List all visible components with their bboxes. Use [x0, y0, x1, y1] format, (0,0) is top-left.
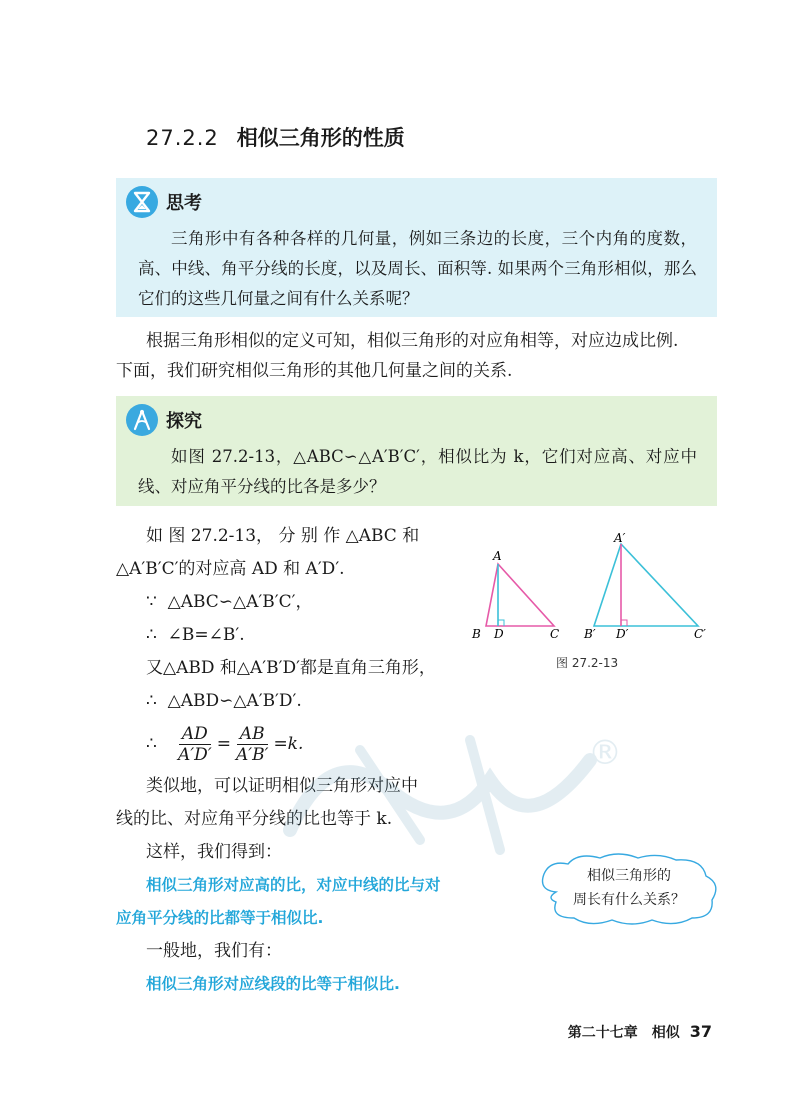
page-footer — [568, 1022, 712, 1042]
fraction-ad-denominator: A′D′ — [178, 744, 212, 765]
label-d-prime: D′ — [616, 627, 629, 641]
proof-line-2: △A′B′C′的对应高 AD 和 A′D′. — [116, 559, 345, 579]
fraction-ad-numerator: AD — [179, 724, 211, 745]
fraction-ab-numerator: AB — [237, 724, 268, 745]
label-a: A — [493, 549, 502, 563]
intro-line-2: 下面，我们研究相似三角形的其他几何量之间的关系. — [116, 361, 513, 381]
fraction-ab-denominator: A′B′ — [235, 744, 269, 765]
proof-line-11: 一般地，我们有： — [146, 941, 282, 961]
thought-cloud — [534, 852, 724, 928]
small-triangle — [486, 564, 554, 626]
explore-label: 探究 — [166, 411, 202, 432]
cloud-text — [554, 864, 704, 912]
compass-icon — [126, 404, 158, 436]
proof-line-8: 类似地，可以证明相似三角形对应中 — [146, 776, 418, 796]
chapter-label: 第二十七章 相似 — [567, 1025, 680, 1041]
proof-line-10: 这样，我们得到： — [146, 842, 282, 862]
proof-line-6 — [116, 685, 441, 718]
think-label: 思考 — [166, 193, 202, 214]
because-symbol: ∵ — [146, 592, 157, 612]
intro-paragraph — [116, 326, 706, 386]
explore-header — [126, 404, 202, 436]
therefore-symbol: ∴ — [146, 625, 157, 645]
label-c: C — [550, 627, 560, 641]
proof-line-4 — [116, 619, 441, 652]
proof-line-3 — [116, 586, 441, 619]
publisher-watermark — [270, 720, 630, 870]
hourglass-icon — [126, 186, 158, 218]
explore-box — [116, 396, 717, 506]
proof-line-3-text: △ABC∽△A′B′C′， — [167, 592, 313, 612]
fraction-ad — [175, 724, 215, 765]
section-number: 27.2.2 — [146, 126, 219, 150]
proof-line-5: 又△ABD 和△A′B′D′都是直角三角形， — [146, 658, 436, 678]
figure-caption: 图 27.2-13 — [556, 656, 619, 670]
intro-line-1: 根据三角形相似的定义可知，相似三角形的对应角相等，对应边成比例. — [146, 331, 679, 351]
therefore-symbol: ∴ — [146, 691, 157, 711]
conclusion-1-line-a: 相似三角形对应高的比，对应中线的比与对 — [146, 876, 441, 894]
proof-line-4-text: ∠B=∠B′. — [167, 625, 245, 645]
explore-text: 如图 27.2-13，△ABC∽△A′B′C′，相似比为 k，它们对应高、对应中线、对应角平分线的比各是多少？ — [138, 447, 697, 496]
equals-sign: = — [216, 733, 231, 754]
proof-line-1: 如 图 27.2-13， 分 别 作 △ABC 和 — [146, 526, 420, 546]
page-number: 37 — [689, 1022, 712, 1041]
equals-k: =k. — [273, 733, 304, 754]
fraction-ab — [233, 724, 272, 765]
conclusion-2: 相似三角形对应线段的比等于相似比. — [146, 975, 400, 993]
cloud-line-1: 相似三角形的 — [587, 868, 671, 884]
section-title — [146, 122, 405, 152]
label-d: D — [494, 627, 504, 641]
think-box — [116, 178, 717, 317]
therefore-symbol: ∴ — [146, 733, 157, 754]
label-c-prime: C′ — [694, 627, 706, 641]
label-b-prime: B′ — [584, 627, 596, 641]
large-triangle — [594, 544, 698, 626]
conclusion-1-line-b: 应角平分线的比都等于相似比. — [116, 909, 324, 927]
figure-similar-triangles — [466, 530, 726, 650]
section-name: 相似三角形的性质 — [236, 126, 405, 150]
think-text: 三角形中有各种各样的几何量，例如三条边的长度，三个内角的度数，高、中线、角平分线的长度，以及周长、面积等. 如果两个三角形相似，那么它们的这些几何量之间有什么关系呢？ — [138, 229, 697, 308]
registered-mark: ® — [588, 733, 622, 773]
label-a-prime: A′ — [614, 531, 626, 545]
cloud-line-2: 周长有什么关系？ — [573, 892, 685, 908]
proof-line-6-text: △ABD∽△A′B′D′. — [167, 691, 302, 711]
label-b: B — [472, 627, 481, 641]
think-header — [126, 186, 202, 218]
proof-line-9: 线的比、对应角平分线的比也等于 k. — [116, 809, 393, 829]
